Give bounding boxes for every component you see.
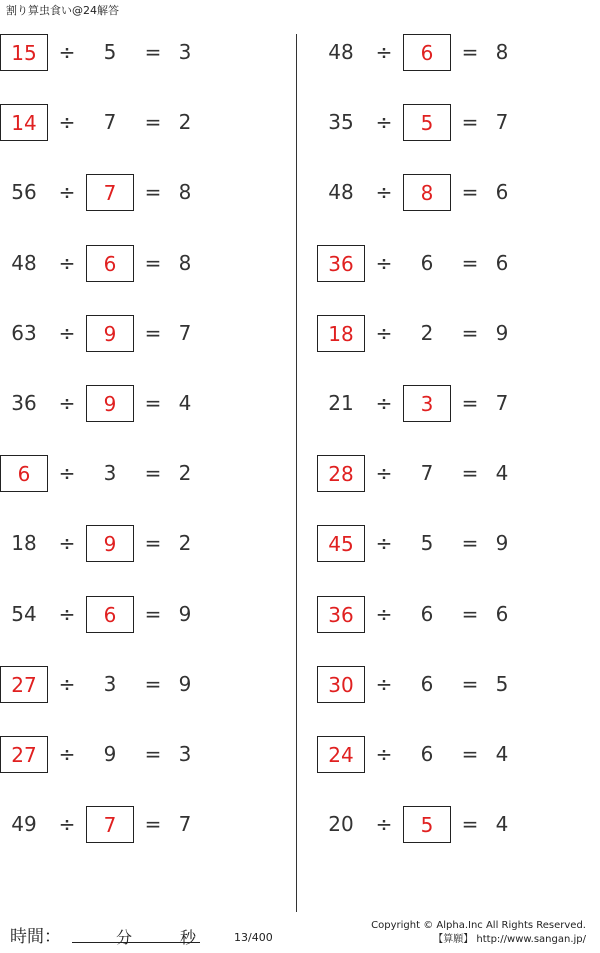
quotient: 6 (495, 601, 509, 626)
equals-sign: = (144, 601, 162, 626)
dividend: 18 (11, 531, 37, 556)
answer-box: 45 (317, 525, 365, 562)
answer-box: 14 (0, 104, 48, 141)
equals-sign: = (461, 601, 479, 626)
quotient: 7 (178, 320, 192, 345)
minute-label: 分 (116, 928, 133, 947)
copyright-text: Copyright © Alpha.Inc All Rights Reserved. (371, 920, 586, 931)
time-label: 時間： (10, 927, 61, 947)
quotient: 3 (178, 40, 192, 64)
equals-sign: = (144, 180, 162, 205)
equals-sign: = (144, 461, 162, 486)
answer-box: 7 (86, 174, 134, 211)
divisor: 6 (420, 601, 434, 626)
answer-box: 9 (86, 525, 134, 562)
worksheet-title: 割り算虫食い@24解答 (6, 4, 119, 17)
problem-row (317, 315, 600, 352)
equals-sign: = (461, 742, 479, 766)
divide-sign: ÷ (58, 391, 76, 415)
equals-sign: = (461, 671, 479, 696)
problem-row (317, 104, 600, 141)
divide-sign: ÷ (58, 531, 76, 556)
quotient: 2 (178, 461, 192, 486)
quotient: 7 (178, 812, 192, 837)
site-link-text: 【算願】 http://www.sangan.jp/ (433, 934, 586, 945)
dividend: 48 (328, 40, 354, 64)
divide-sign: ÷ (58, 40, 76, 64)
equals-sign: = (461, 180, 479, 205)
problem-row (317, 245, 600, 282)
dividend: 54 (11, 601, 37, 626)
equals-sign: = (144, 40, 162, 64)
problem-row (0, 455, 290, 492)
answer-box: 6 (86, 596, 134, 633)
dividend: 36 (11, 391, 37, 415)
problem-row (317, 174, 600, 211)
equals-sign: = (461, 40, 479, 64)
second-label: 秒 (180, 928, 197, 947)
divide-sign: ÷ (58, 110, 76, 135)
answer-box: 18 (317, 315, 365, 352)
quotient: 4 (495, 812, 509, 837)
answer-box: 9 (86, 385, 134, 422)
equals-sign: = (461, 250, 479, 275)
problem-row (317, 525, 600, 562)
problem-row (0, 34, 290, 71)
divide-sign: ÷ (375, 671, 393, 696)
problem-row (0, 104, 290, 141)
page-number: 13/400 (234, 931, 273, 944)
problem-row (317, 666, 600, 703)
quotient: 7 (495, 391, 509, 415)
divide-sign: ÷ (375, 40, 393, 64)
answer-box: 28 (317, 455, 365, 492)
quotient: 2 (178, 110, 192, 135)
quotient: 4 (495, 461, 509, 486)
quotient: 9 (178, 601, 192, 626)
quotient: 5 (495, 671, 509, 696)
equals-sign: = (144, 391, 162, 415)
answer-box: 15 (0, 34, 48, 71)
dividend: 49 (11, 812, 37, 837)
problem-row (0, 596, 290, 633)
quotient: 6 (495, 180, 509, 205)
problem-row (317, 806, 600, 843)
divisor: 2 (420, 320, 434, 345)
divide-sign: ÷ (58, 320, 76, 345)
divisor: 6 (420, 742, 434, 766)
divide-sign: ÷ (375, 391, 393, 415)
quotient: 9 (178, 671, 192, 696)
divide-sign: ÷ (375, 250, 393, 275)
problem-row (317, 34, 600, 71)
divide-sign: ÷ (58, 812, 76, 837)
quotient: 7 (495, 110, 509, 135)
divisor: 7 (420, 461, 434, 486)
divide-sign: ÷ (375, 110, 393, 135)
equals-sign: = (144, 531, 162, 556)
problem-row (0, 736, 290, 773)
equals-sign: = (144, 812, 162, 837)
problem-row (0, 525, 290, 562)
equals-sign: = (144, 320, 162, 345)
equals-sign: = (144, 110, 162, 135)
divide-sign: ÷ (375, 812, 393, 837)
quotient: 4 (178, 391, 192, 415)
divisor: 9 (103, 742, 117, 766)
problem-row (317, 596, 600, 633)
answer-box: 9 (86, 315, 134, 352)
dividend: 48 (328, 180, 354, 205)
divisor: 6 (420, 250, 434, 275)
quotient: 2 (178, 531, 192, 556)
answer-box: 30 (317, 666, 365, 703)
dividend: 35 (328, 110, 354, 135)
answer-box: 3 (403, 385, 451, 422)
quotient: 8 (495, 40, 509, 64)
problem-row (0, 245, 290, 282)
answer-box: 6 (403, 34, 451, 71)
problem-row (0, 315, 290, 352)
copyright-block (371, 919, 586, 947)
problem-row (0, 806, 290, 843)
dividend: 56 (11, 180, 37, 205)
divide-sign: ÷ (58, 671, 76, 696)
equals-sign: = (461, 320, 479, 345)
quotient: 8 (178, 250, 192, 275)
divisor: 6 (420, 671, 434, 696)
divide-sign: ÷ (58, 742, 76, 766)
divide-sign: ÷ (375, 742, 393, 766)
divisor: 7 (103, 110, 117, 135)
quotient: 8 (178, 180, 192, 205)
equals-sign: = (461, 461, 479, 486)
divide-sign: ÷ (58, 250, 76, 275)
quotient: 4 (495, 742, 509, 766)
equals-sign: = (144, 742, 162, 766)
equals-sign: = (144, 250, 162, 275)
divide-sign: ÷ (375, 461, 393, 486)
equals-sign: = (461, 110, 479, 135)
quotient: 3 (178, 742, 192, 766)
divide-sign: ÷ (375, 601, 393, 626)
divisor: 5 (420, 531, 434, 556)
problem-row (317, 736, 600, 773)
dividend: 48 (11, 250, 37, 275)
divide-sign: ÷ (375, 180, 393, 205)
equals-sign: = (461, 391, 479, 415)
equals-sign: = (461, 812, 479, 837)
divide-sign: ÷ (375, 320, 393, 345)
answer-box: 5 (403, 104, 451, 141)
answer-box: 27 (0, 666, 48, 703)
equals-sign: = (144, 671, 162, 696)
answer-box: 8 (403, 174, 451, 211)
answer-box: 6 (86, 245, 134, 282)
divide-sign: ÷ (375, 531, 393, 556)
column-divider (296, 34, 297, 912)
problem-row (317, 455, 600, 492)
problem-row (317, 385, 600, 422)
divide-sign: ÷ (58, 461, 76, 486)
answer-box: 27 (0, 736, 48, 773)
divisor: 3 (103, 671, 117, 696)
answer-box: 24 (317, 736, 365, 773)
quotient: 6 (495, 250, 509, 275)
divisor: 5 (103, 40, 117, 64)
dividend: 21 (328, 391, 354, 415)
answer-box: 36 (317, 245, 365, 282)
problem-row (0, 174, 290, 211)
divisor: 3 (103, 461, 117, 486)
divide-sign: ÷ (58, 601, 76, 626)
quotient: 9 (495, 320, 509, 345)
answer-box: 5 (403, 806, 451, 843)
problem-row (0, 385, 290, 422)
equals-sign: = (461, 531, 479, 556)
answer-box: 6 (0, 455, 48, 492)
answer-box: 7 (86, 806, 134, 843)
divide-sign: ÷ (58, 180, 76, 205)
answer-box: 36 (317, 596, 365, 633)
quotient: 9 (495, 531, 509, 556)
dividend: 63 (11, 320, 37, 345)
dividend: 20 (328, 812, 354, 837)
problem-row (0, 666, 290, 703)
